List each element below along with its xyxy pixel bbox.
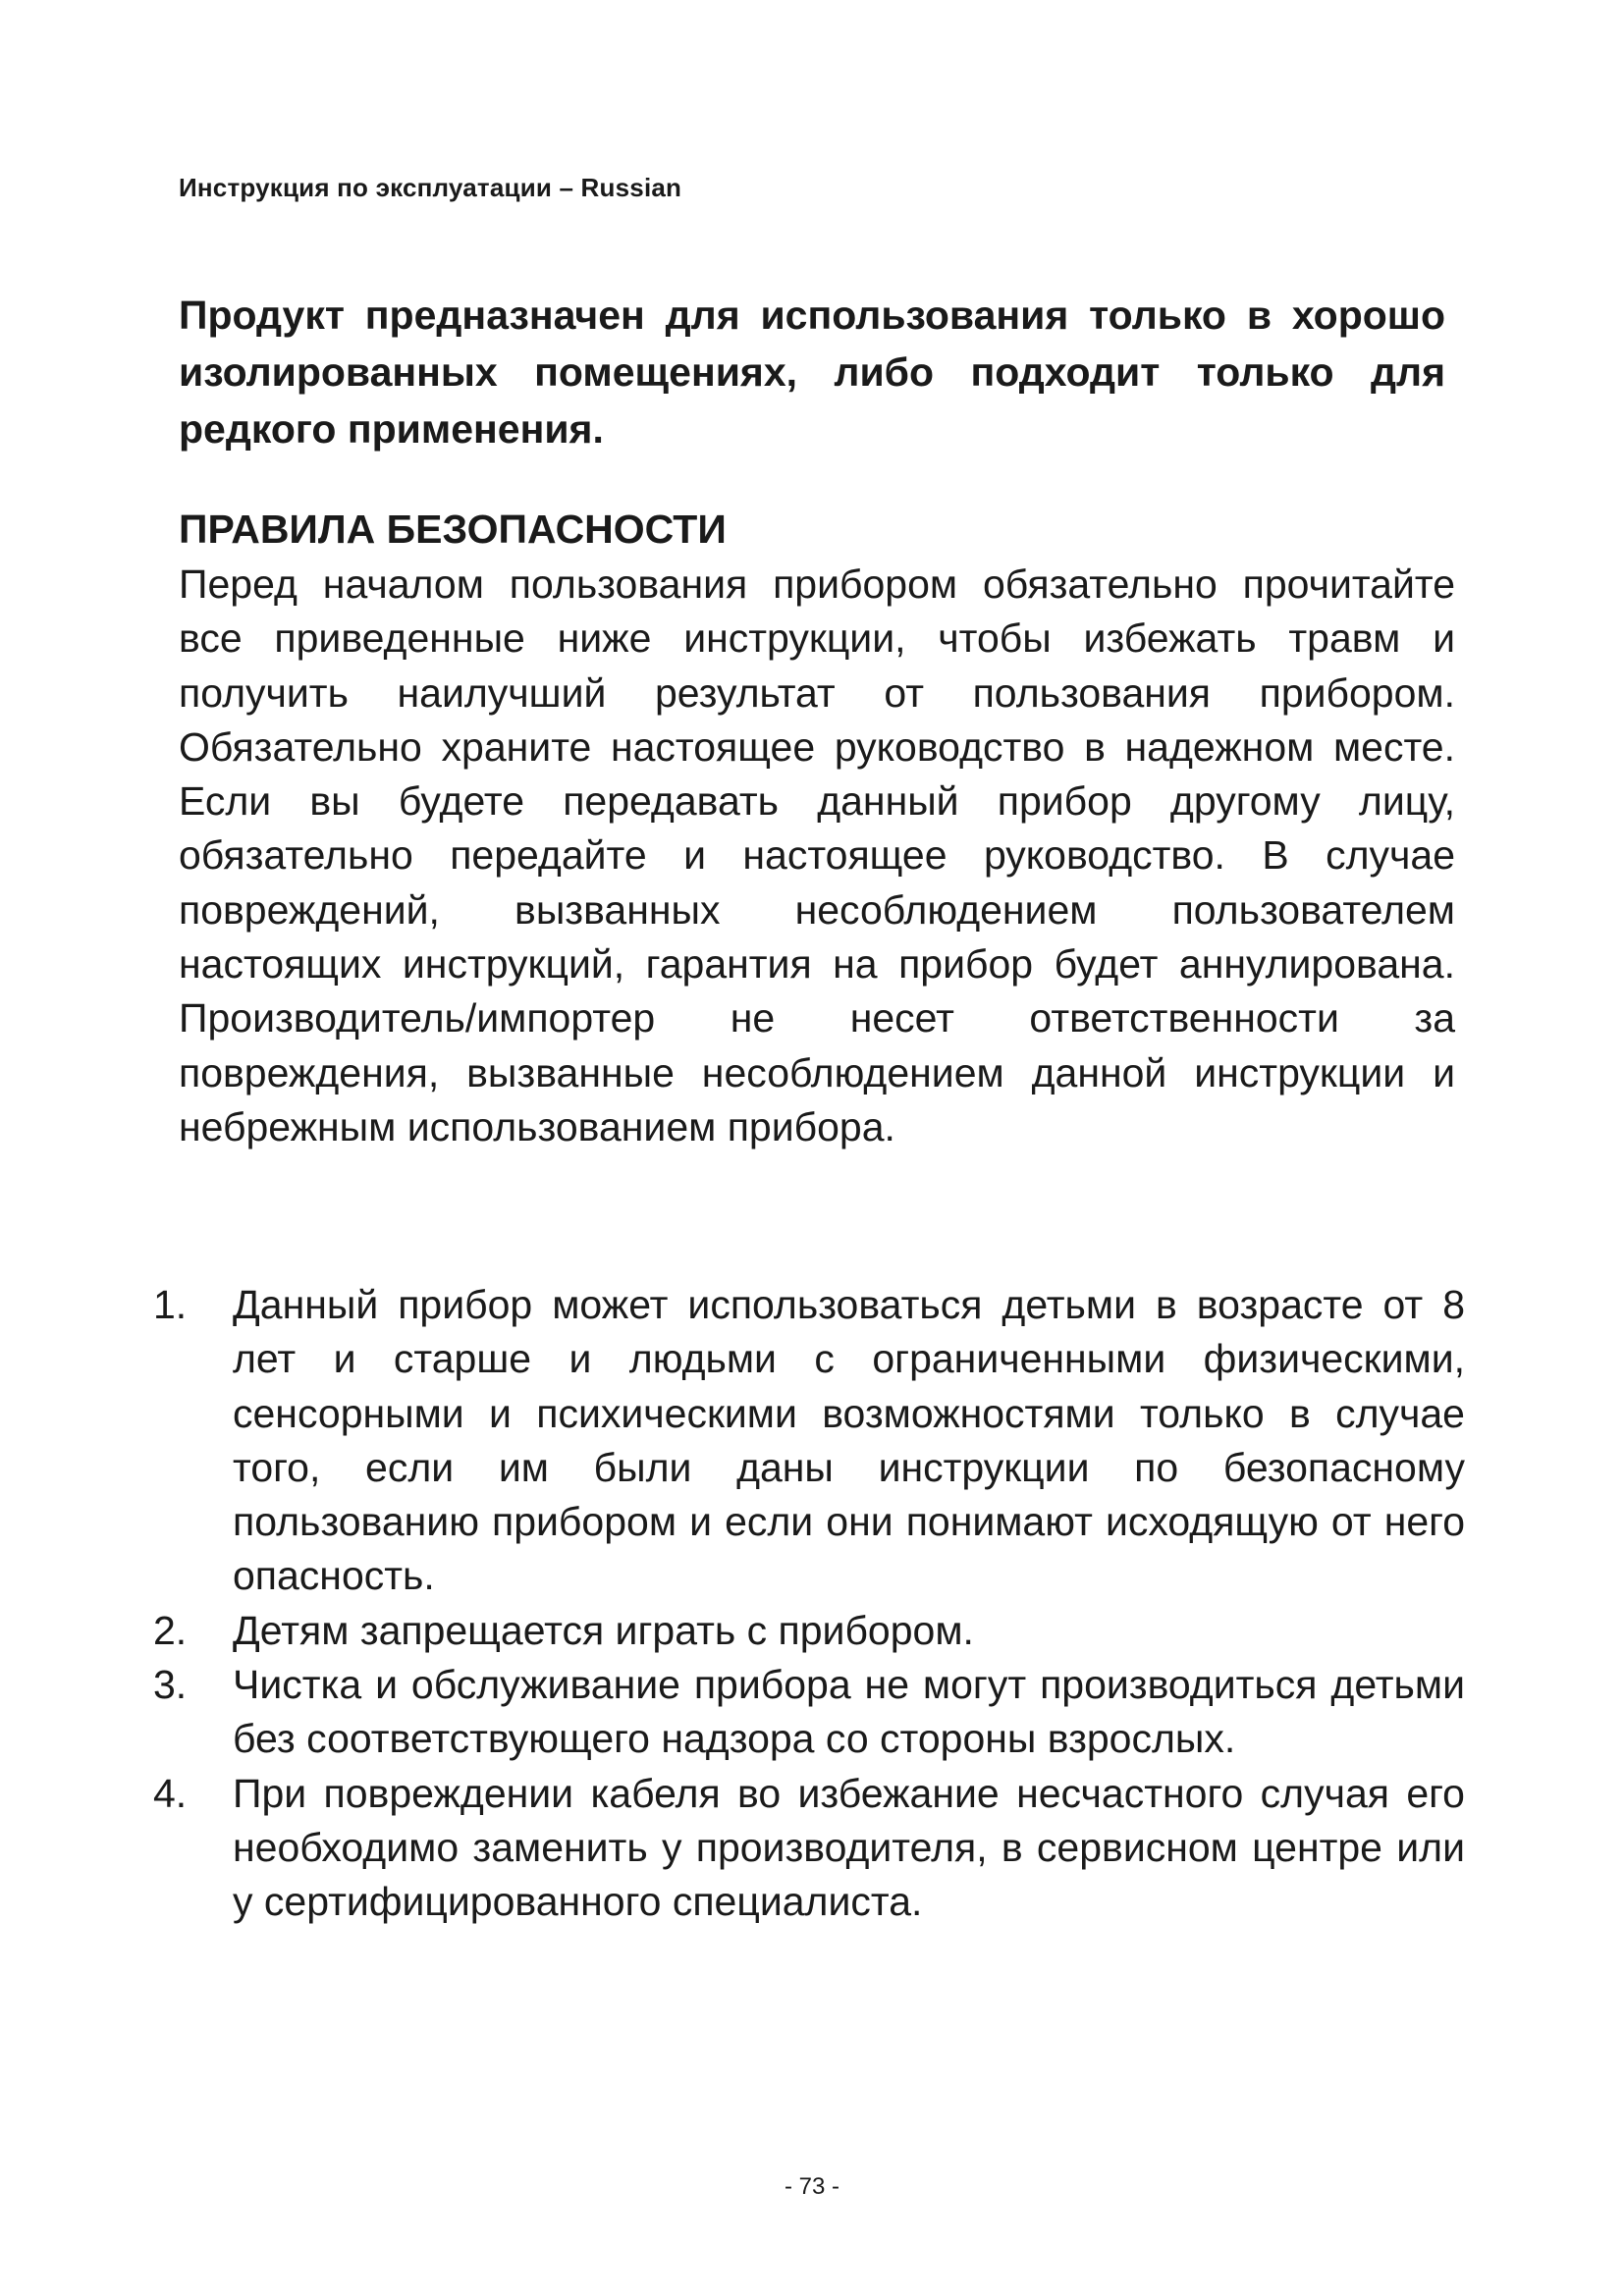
- list-item-number: 1.: [153, 1282, 188, 1327]
- list-item: [153, 1658, 1465, 1767]
- list-item-text: Данный прибор может использоваться детьми в возрасте от 8 лет и старше и людьми с ограниченными физическими, сенсорными и психическими возможностями только в случае того, если им были даны инструкции по безопасному пользованию прибором и если они понимают исходящую от него опасность.: [233, 1282, 1465, 1599]
- list-item-text: Чистка и обслуживание прибора не могут производиться детьми без соответствующего надзора со стороны взрослых.: [233, 1662, 1465, 1762]
- list-item: [153, 1767, 1465, 1930]
- running-header: Инструкция по эксплуатации – Russian: [179, 173, 682, 202]
- section-title: ПРАВИЛА БЕЗОПАСНОСТИ: [179, 507, 727, 552]
- list-item-number: 3.: [153, 1662, 188, 1708]
- usage-notice: Продукт предназначен для использования только в хорошо изолированных помещениях, либо подходит только для редкого применения.: [179, 293, 1445, 452]
- list-item-text: Детям запрещается играть с прибором.: [233, 1607, 974, 1653]
- safety-rules-list: [153, 1278, 1465, 1930]
- list-item: [153, 1604, 1465, 1658]
- list-item-text: При повреждении кабеля во избежание несчастного случая его необходимо заменить у производителя, в сервисном центре или у сертифицированного специалиста.: [233, 1770, 1465, 1925]
- list-item-number: 2.: [153, 1607, 188, 1653]
- intro-paragraph: Перед началом пользования прибором обязательно прочитайте все приведенные ниже инструкции, чтобы избежать травм и получить наилучший результат от пользования прибором. Обязательно храните настоящее руководство в надежном месте. Если вы будете передавать данный прибор другому лицу, обязательно передайте и настоящее руководство. В случае повреждений, вызванных несоблюдением пользователем настоящих инструкций, гарантия на прибор будет аннулирована. Производитель/импортер не несет ответственности за повреждения, вызванные несоблюдением данной инструкции и небрежным использованием прибора.: [179, 561, 1455, 1149]
- list-item: [153, 1278, 1465, 1604]
- page-number: - 73 -: [784, 2173, 839, 2200]
- list-item-number: 4.: [153, 1770, 188, 1816]
